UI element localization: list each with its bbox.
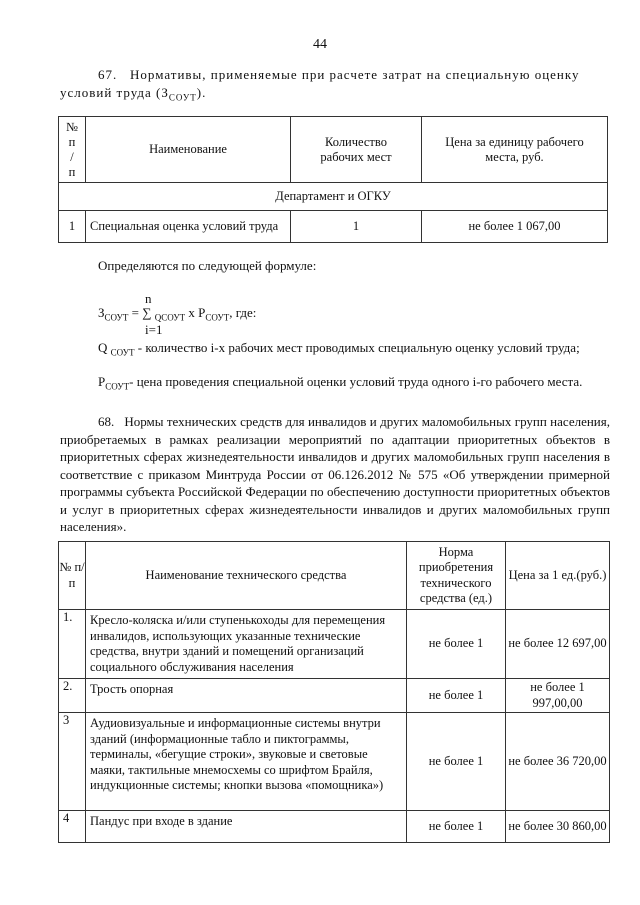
t2-row-num: 2. (59, 679, 86, 713)
table-row (59, 713, 610, 811)
section-67-number: 67. (98, 67, 118, 82)
t2-row-name: Аудиовизуальные и информационные системы внутри зданий (информационные табло и пиктограммы, терминалы, «бегущие строки», звуковые и световые маяки, тактильные мнемосхемы со шрифтом Брайля, индукционные системы; кнопки вызова «помощника») (86, 713, 407, 811)
section-67-title-end: ). (196, 85, 207, 100)
section-68-text: Нормы технических средств для инвалидов и других маломобильных групп населения, приобретаемых в рамках реализации мероприятий по адаптации приоритетных объектов в приоритетных сферах жизнедеятельности инвалидов и других маломобильных групп населения в соответствие с приказом Минтруда России от 06.126.2012 № 575 «Об утверждении примерной программы субъекта Российской Федерации по обеспечению доступности приоритетных объектов и услуг в приоритетных сферах жизнедеятельности инвалидов и других маломобильных групп населения». (60, 414, 610, 534)
t1-header-name: Наименование (86, 117, 291, 183)
t1-header-num: № п / п (59, 117, 86, 183)
section-67-title-sub: СОУТ (168, 92, 197, 103)
section-67-heading (60, 66, 600, 107)
technical-means-table (58, 541, 610, 843)
t2-header-num: № п/п (59, 542, 86, 610)
definition-p: $P_{СОУТ}-$ цена проведения специальной оценки условий труда одного i-го рабочего места. (98, 374, 583, 392)
t2-row-price: не более 36 720,00 (506, 713, 610, 811)
t1-row-qty: 1 (291, 211, 422, 243)
t2-row-norm: не более 1 (407, 679, 506, 713)
t1-row-num: 1 (59, 211, 86, 243)
t2-row-price: не более 30 860,00 (506, 811, 610, 843)
t2-row-price: не более 1 997,00,00 (506, 679, 610, 713)
formula: $З_{СОУТ}$ = ∑ $_{QСОУТ}$ x $P_{СОУТ}$, где: (98, 305, 257, 323)
t2-row-num: 4 (59, 811, 86, 843)
t2-row-norm: не более 1 (407, 713, 506, 811)
section-67-title: Нормативы, применяемые при расчете затрат на специальную оценку условий труда (З (60, 67, 580, 100)
t2-row-name: Трость опорная (86, 679, 407, 713)
table-row (59, 610, 610, 679)
formula-upper-limit: n (145, 291, 152, 306)
t2-row-norm: не более 1 (407, 811, 506, 843)
t2-row-num: 3 (59, 713, 86, 811)
page-number: 44 (313, 37, 327, 52)
t1-header-price: Цена за единицу рабочего места, руб. (422, 117, 608, 183)
t2-header-name: Наименование технического средства (86, 542, 407, 610)
definition-q: Q $_{СОУТ}$ - количество i-х рабочих мест проводимых специальную оценку условий труда; (98, 340, 580, 358)
cost-table (58, 116, 608, 243)
t1-row-price: не более 1 067,00 (422, 211, 608, 243)
t1-row-name: Специальная оценка условий труда (86, 211, 291, 243)
t2-row-name: Кресло-коляска и/или ступенькоходы для перемещения инвалидов, использующих указанные технические средства, внутри зданий и помещений организаций социального обслуживания населения (86, 610, 407, 679)
table-row (59, 679, 610, 713)
t1-group-row: Департамент и ОГКУ (59, 183, 608, 211)
formula-lower-limit: i=1 (145, 322, 163, 337)
section-68-paragraph (60, 413, 610, 536)
t1-header-qty: Количество рабочих мест (291, 117, 422, 183)
t2-row-num: 1. (59, 610, 86, 679)
t2-row-name: Пандус при входе в здание (86, 811, 407, 843)
section-68-number: 68. (98, 414, 115, 429)
t2-header-price: Цена за 1 ед.(руб.) (506, 542, 610, 610)
t2-row-price: не более 12 697,00 (506, 610, 610, 679)
t2-row-norm: не более 1 (407, 610, 506, 679)
formula-intro: Определяются по следующей формуле: (98, 258, 317, 273)
table-row (59, 811, 610, 843)
t2-header-norm: Норма приобретения технического средства (ед.) (407, 542, 506, 610)
